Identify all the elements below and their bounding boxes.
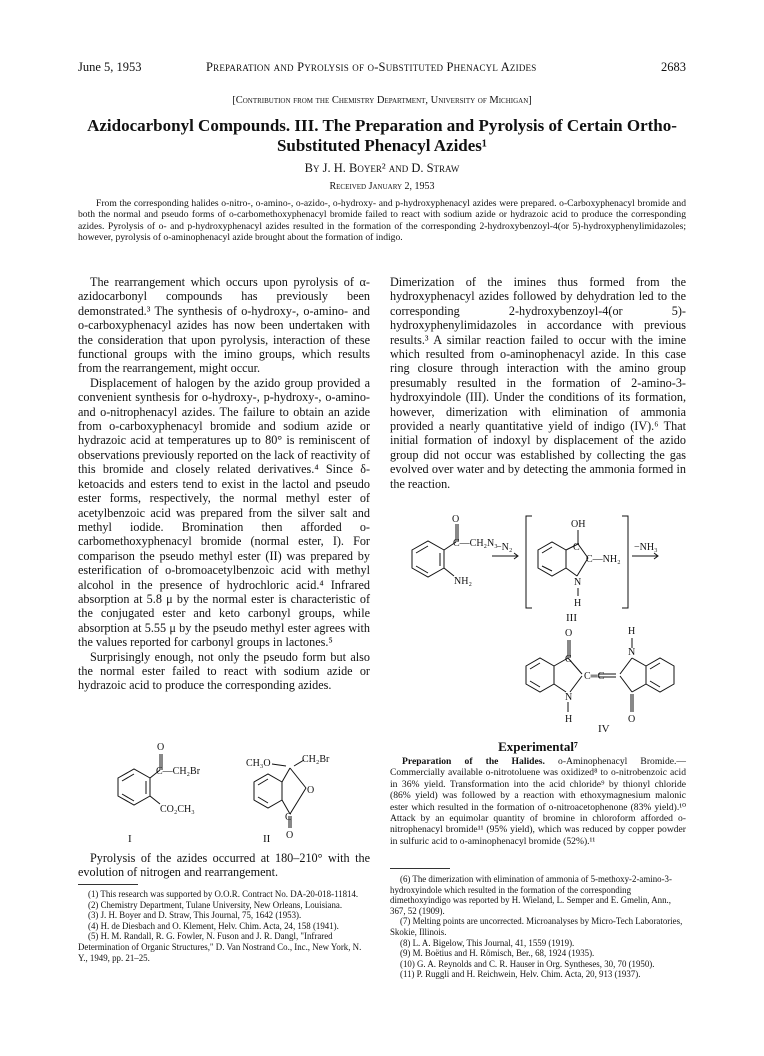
experimental-subject: o-Aminophenacyl Bromide.— [558,756,686,767]
body-paragraph: Pyrolysis of the azides occurred at 180–210° with the evolution of nitrogen and rearrangement. [78,851,370,880]
ring-c-label: C [573,542,580,553]
footnote: (5) H. M. Randall, R. G. Fowler, N. Fuson and J. R. Dangl, "Infrared Determination of Organic Structures," D. Van Nostrand Co., Inc., New York, N. Y., 1949, pp. 21–25. [78,931,362,963]
indigo-c-eq-c: C═C [584,671,605,682]
running-head [78,60,686,76]
contribution-line: [Contribution from the Chemistry Department, University of Michigan] [232,95,532,106]
compound-label-II: II [263,833,271,845]
body-paragraph: Surprisingly enough, not only the pseudo form but also the normal ester failed to react with sodium azide or hydrazoic acid to produce the corresponding azides. [78,649,370,693]
running-title: Preparation and Pyrolysis of o-Substituted Phenacyl Azides [206,60,537,74]
ester-II-ch2br-label: CH₂Br [302,754,330,765]
body-paragraph: Dimerization of the imines thus formed from the hydroxyphenacyl azides followed by dehydration led to the corresponding 2-hydroxybenzoyl-4(or 5)-hydroxyphenylimidazoles in accordance with previous results.³ A similar reaction failed to occur with the imine which resulted from o-aminophenacyl azide. In this case ring closure through interaction with the amino group presumably resulted in the formation of 2-amino-3-hydroxyindole (III). Under the conditions of its formation, however, dimerization with elimination of ammonia provided a nearly quantitative yield of indigo (IV).⁶ That initial formation of indoxyl by displacement of the azido group did not occur was established by collecting the gas evolved over water and by detecting the ammonia formed in the reaction. [390,275,686,491]
compound-label-IV: IV [598,723,610,735]
left-column [78,275,370,693]
footnote: (1) This research was supported by O.O.R. Contract No. DA-20-018-11814. [88,889,359,899]
compound-label-I: I [128,833,132,845]
indigo-svg [520,620,686,736]
ester-I-o-label: O [157,742,165,753]
esters-svg [78,738,370,848]
indigo-h-bottom: H [565,714,573,725]
compound-label-III: III [566,612,577,622]
page-number: 2683 [661,60,686,74]
indigo-c1: C [565,654,572,665]
ester-II-c-label: C [285,812,292,823]
ring-n-label: N [574,577,582,588]
issue-date: June 5, 1953 [78,60,142,74]
ester-I-chain-label: C—CH₂Br [156,766,201,777]
indigo-n2: N [565,692,573,703]
amino-carbon-label: C—NH₂ [586,554,621,565]
ester-I-ester-label: CO₂CH₃ [160,804,195,815]
experimental-run-in: Preparation of the Halides. [402,756,545,767]
ester-II-ring-o-label: O [307,785,315,796]
n-h-label: H [574,598,582,609]
footnote: (7) Melting points are uncorrected. Microanalyses by Micro-Tech Laboratories, Skokie, Illinois. [390,916,683,937]
structures-I-II [78,738,370,848]
structure-indigo [520,620,686,736]
carbonyl-o-label: O [452,514,460,525]
indigo-o-bottom: O [628,714,636,725]
loss-nh3-label: −NH₃ [634,542,658,553]
footnote: (6) The dimerization with elimination of ammonia of 5-methoxy-2-amino-3-hydroxyindole which resulted in the formation of the corresponding dimethoxyindigo was reported by H. Wieland, L. Semper and E. Gmelin, Ann., 367, 52 (1909). [390,874,672,916]
footnote: (8) L. A. Bigelow, This Journal, 41, 1559 (1919). [400,937,575,948]
hydroxy-label: OH [571,519,586,530]
footnote: (4) H. de Diesbach and O. Klement, Helv. Chim. Acta, 24, 158 (1941). [88,920,339,931]
footnote: (3) J. H. Boyer and D. Straw, This Journal, 75, 1642 (1953). [88,910,302,921]
title-line-2: Substituted Phenacyl Azides¹ [276,136,488,155]
received-date: Received January 2, 1953 [329,181,435,192]
ester-II-methoxy-label: CH₃O [246,758,271,769]
footnote: (11) P. Ruggli and H. Reichwein, Helv. Chim. Acta, 20, 913 (1937). [400,969,641,980]
footnotes-right [390,874,686,980]
experimental-paragraph [390,756,686,847]
reaction-scheme-svg [390,510,686,622]
footnote: (9) M. Boëtius and H. Römisch, Ber., 68, 1924 (1935). [400,948,595,959]
article-title [78,116,686,156]
loss-n2-label: −N₂ [496,542,513,553]
footnote: (2) Chemistry Department, Tulane University, New Orleans, Louisiana. [88,899,343,910]
experimental-heading: Experimental⁷ [498,739,578,754]
footnote-rule [390,868,450,869]
experimental-text: Commercially available o-nitrotoluene was oxidized⁸ to o-nitrobenzoic acid in 36% yield. Transformation into the acid chloride⁹ by thionyl chloride (86% yield) was followed by a reaction with ethoxymagnesium malonic ester which resulted in the formation of o-nitroacetophenone (83% yield).¹⁰ Attack by an equimolar quantity of bromine in chloroform afforded o-nitrophenacyl bromide¹¹ (95% yield), which was reduced by copper powder in sulfuric acid to o-aminophenacyl bromide (52%).¹¹ [390,767,686,847]
abstract: From the corresponding halides o-nitro-, o-amino-, o-azido-, o-hydroxy- and p-hydroxyphenacyl azides were prepared. o-Carboxyphenacyl bromide and both the normal and pseudo forms of o-carbomethoxyphenacyl bromide failed to react with sodium azide or hydrazoic acid to produce the corresponding azides. Pyrolysis of o- and p-hydroxyphenacyl azides resulted in the formation of the corresponding 2-hydroxybenzoyl-4(or 5)-hydroxyphenylimidazoles; however, pyrolysis of o-aminophenacyl azide brought about the formation of indigo. [78,198,686,244]
azide-chain-label: C—CH₂N₃ [453,538,498,549]
footnotes-left [78,889,370,963]
reaction-scheme-1 [390,510,686,622]
indigo-h-top: H [628,626,636,637]
body-paragraph: Displacement of halogen by the azido group provided a convenient synthesis for o-hydroxy-, p-hydroxy-, o-amino- and o-nitrophenacyl azides. The failure to obtain an azide from o-carboxyphenacyl bromide and sodium azide or hydrazoic acid at temperatures up to 80° is reminiscent of observations previously reported on the lack of reactivity of this bromide and closely related derivatives.⁴ Since δ-ketoacids and esters tend to exist in the lactol and pseudo ester forms, respectively, the normal methyl ester of acetylbenzoic acid was prepared from the silver salt and methyl iodide. Bromination then afforded o-carbomethoxyphenacyl bromide (normal ester, I). For comparison the pseudo methyl ester (II) was prepared by esterification of o-bromoacetylbenzoic acid with methyl alcohol in the presence of hydrochloric acid.⁴ Infrared absorption at 5.8 μ by the normal ester is characteristic of the conjugated ester and keto carbonyl groups, while absorption at 5.55 μ by the pseudo methyl ester agrees with the values reported for carbonyl groups in lactones.⁵ [78,375,370,650]
author-line: By J. H. Boyer² and D. Straw [304,161,460,175]
footnote-rule [78,884,138,885]
footnote: (10) G. A. Reynolds and C. R. Hauser in Org. Syntheses, 30, 70 (1950). [400,958,655,969]
ester-II-o-label: O [286,830,294,841]
body-paragraph: The rearrangement which occurs upon pyrolysis of α-azidocarbonyl compounds has previously been demonstrated.³ The synthesis of o-hydroxy-, o-amino- and o-carboxyphenacyl azides has now been undertaken with the consideration that upon pyrolysis, interaction of these functional groups with the imino groups, which results from the rearrangement, might occur. [78,275,370,376]
indigo-n1: N [628,647,636,658]
title-line-1: Azidocarbonyl Compounds. III. The Preparation and Pyrolysis of Certain Ortho- [87,116,677,135]
amino-label: NH₂ [454,576,472,587]
indigo-o-top: O [565,628,573,639]
right-column [390,275,686,491]
